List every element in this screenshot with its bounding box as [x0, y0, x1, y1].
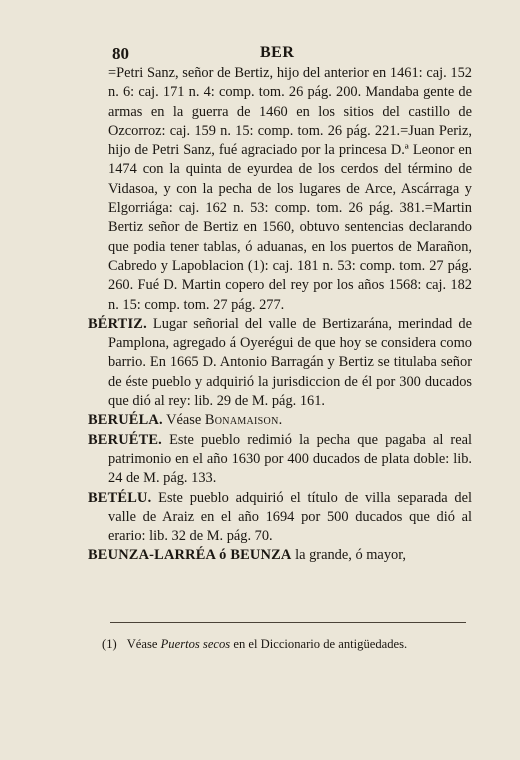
entry-beruela	[88, 411, 472, 430]
entry-text	[88, 546, 472, 565]
dictionary-body	[88, 64, 472, 566]
entry-text-content: Este pueblo redimió la pecha que pagaba al real patrimonio en el año 1630 por 400 ducados de plata doble: lib. 24 de M. pág. 133.	[108, 431, 472, 487]
page-number: 80	[112, 44, 129, 63]
entry-text	[88, 64, 472, 315]
entry-headword: BETÉLU.	[88, 489, 152, 506]
page-header	[112, 44, 468, 64]
footnote-italic: Puertos secos	[160, 637, 231, 651]
footnote-text-post: en el Diccionario de antigüedades.	[230, 637, 408, 651]
footnote	[102, 636, 474, 652]
entry-text-content: Lugar señorial del valle de Bertizarána, merindad de Pamplona, agregado á Oyerégui de que hoy se considera como barrio. En 1665 D. Antonio Barragán y Bertiz se titulaba señor de éste pueblo y adquirió la jurisdiccion de él por 300 ducados que dió al rey: lib. 29 de M. pág. 161.	[108, 315, 472, 410]
entry-text-content: la grande, ó mayor,	[291, 547, 407, 564]
entry-text	[88, 315, 472, 411]
cross-reference: Bonamaison.	[204, 412, 283, 429]
entry-headword: BEUNZA-LARRÉA ó BEUNZA	[88, 547, 292, 564]
entry-text	[88, 431, 472, 489]
entry-text-content: =Petri Sanz, señor de Bertiz, hijo del anterior en 1461: caj. 152 n. 6: caj. 171 n. 4: comp. tom. 26 pág. 200. Mandaba gente de armas en la guerra de 1460 en los sitios del castillo de Ozcorroz: caj. 159 n. 15: comp. tom. 26 pág. 221.=Juan Periz, hijo de Petri Sanz, fué agraciado por la princesa D.ª Leonor en 1474 con la quinta de eyurdea de los cerdos del término de Vidasoa, y con la pecha de los lugares de Arce, Ascárraga y Elgorriága: caj. 162 n. 53: comp. tom. 26 pág. 381.=Martin Bertiz señor de Bertiz en 1560, obtuvo sentencias declarando que podia tener tablas, ó aduanas, en los puertos de Marañon, Cabredo y Lapoblacion (1): caj. 181 n. 53: comp. tom. 27 pág. 260. Fué D. Martin copero del rey por los años 1568: caj. 182 n. 15: comp. tom. 27 pág. 277.	[108, 65, 472, 313]
footnote-divider	[110, 622, 466, 623]
footnote-text-pre: Véase	[126, 637, 161, 651]
running-head: BER	[260, 44, 295, 61]
entry-beunza	[88, 546, 472, 565]
entry-bertiz	[88, 315, 472, 411]
entry-headword: BERUÉTE.	[88, 431, 162, 448]
entry-text-content: Este pueblo adquirió el título de villa separada del valle de Araiz en el año 1694 por 500 ducados que dió al erario: lib. 32 de M. pág. 70.	[108, 489, 472, 545]
entry-continuation	[88, 64, 472, 315]
entry-betelu	[88, 489, 472, 547]
entry-text	[88, 411, 472, 430]
entry-text-content: Véase	[162, 412, 205, 429]
footnote-marker: (1)	[102, 637, 117, 651]
entry-headword: BERUÉLA.	[88, 412, 163, 429]
entry-beruete	[88, 431, 472, 489]
entry-headword: BÉRTIZ.	[88, 315, 147, 332]
entry-text	[88, 489, 472, 547]
